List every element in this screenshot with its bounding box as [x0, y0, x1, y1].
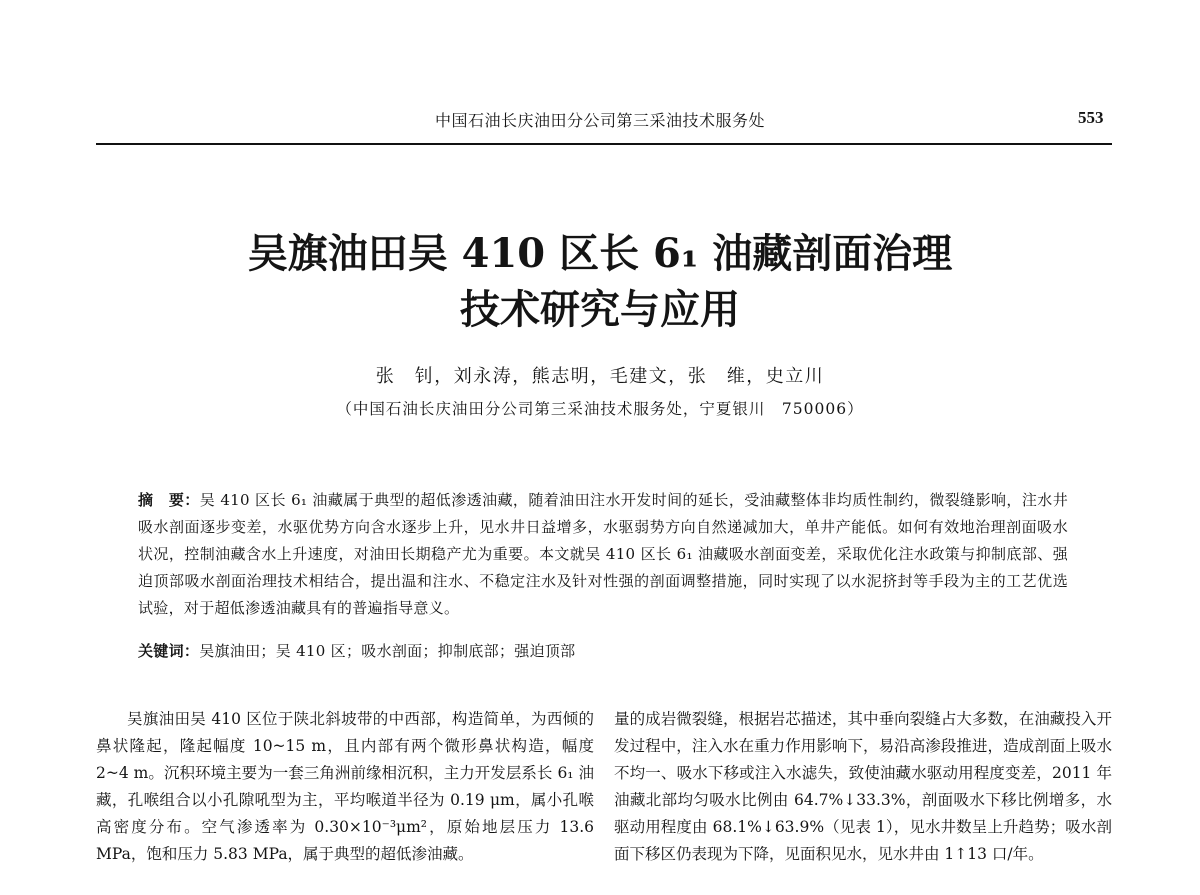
author-list: 张 钊，刘永涛，熊志明，毛建文，张 维，史立川 [375, 366, 825, 387]
affiliation: （中国石油长庆油田分公司第三采油技术服务处，宁夏银川 750006） [336, 400, 864, 418]
title-line-1: 吴旗油田吴 410 区长 6₁ 油藏剖面治理 [247, 230, 953, 277]
body-column-left [96, 706, 594, 868]
body-column-right [614, 706, 1112, 868]
running-title: 中国石油长庆油田分公司第三采油技术服务处 [434, 111, 765, 130]
keywords [138, 638, 1068, 665]
header-rule [96, 143, 1112, 145]
body-paragraph: 吴旗油田吴 410 区位于陕北斜坡带的中西部，构造简单，为西倾的鼻状隆起，隆起幅度 10~15 m，且内部有两个微形鼻状构造，幅度 2~4 m。沉积环境主要为一套三角洲前缘相沉积，主力开发层系长 6₁ 油藏，孔喉组合以小孔隙吼型为主，平均喉道半径为 0.19 μm，属小孔喉高密度分布。空气渗透率为 0.30×10⁻³μm²，原始地层压力 13.6 MPa，饱和压力 5.83 MPa，属于典型的超低渗油藏。 [96, 710, 594, 863]
page-number: 553 [1078, 108, 1104, 127]
body-paragraph: 量的成岩微裂缝，根据岩芯描述，其中垂向裂缝占大多数，在油藏投入开发过程中，注入水在重力作用影响下，易沿高渗段推进，造成剖面上吸水不均一、吸水下移或注入水滤失，致使油藏水驱动用程度变差，2011 年油藏北部均匀吸水比例由 64.7%↓33.3%，剖面吸水下移比例增多，水驱动用程度由 68.1%↓63.9%（见表 1），见水井数呈上升趋势；吸水剖面下移区仍表现为下降，见面积见水，见水井由 1↑13 口/年。 [614, 710, 1112, 863]
abstract-text: 吴 410 区长 6₁ 油藏属于典型的超低渗透油藏，随着油田注水开发时间的延长，受油藏整体非均质性制约，微裂缝影响，注水井吸水剖面逐步变差，水驱优势方向含水逐步上升，见水井日益增多，水驱弱势方向自然递减加大，单井产能低。如何有效地治理剖面吸水状况，控制油藏含水上升速度，对油田长期稳产尤为重要。本文就吴 410 区长 6₁ 油藏吸水剖面变差，采取优化注水政策与抑制底部、强迫顶部吸水剖面治理技术相结合，提出温和注水、不稳定注水及针对性强的剖面调整措施，同时实现了以水泥挤封等手段为主的工艺优选试验，对于超低渗透油藏具有的普遍指导意义。 [138, 491, 1068, 617]
running-header [0, 106, 1200, 136]
title-line-2: 技术研究与应用 [460, 286, 740, 333]
abstract-label: 摘 要： [138, 491, 200, 509]
keywords-text: 吴旗油田；吴 410 区；吸水剖面；抑制底部；强迫顶部 [199, 642, 576, 660]
article-title [0, 226, 1200, 338]
keywords-label: 关键词： [138, 642, 200, 660]
abstract [138, 487, 1068, 622]
